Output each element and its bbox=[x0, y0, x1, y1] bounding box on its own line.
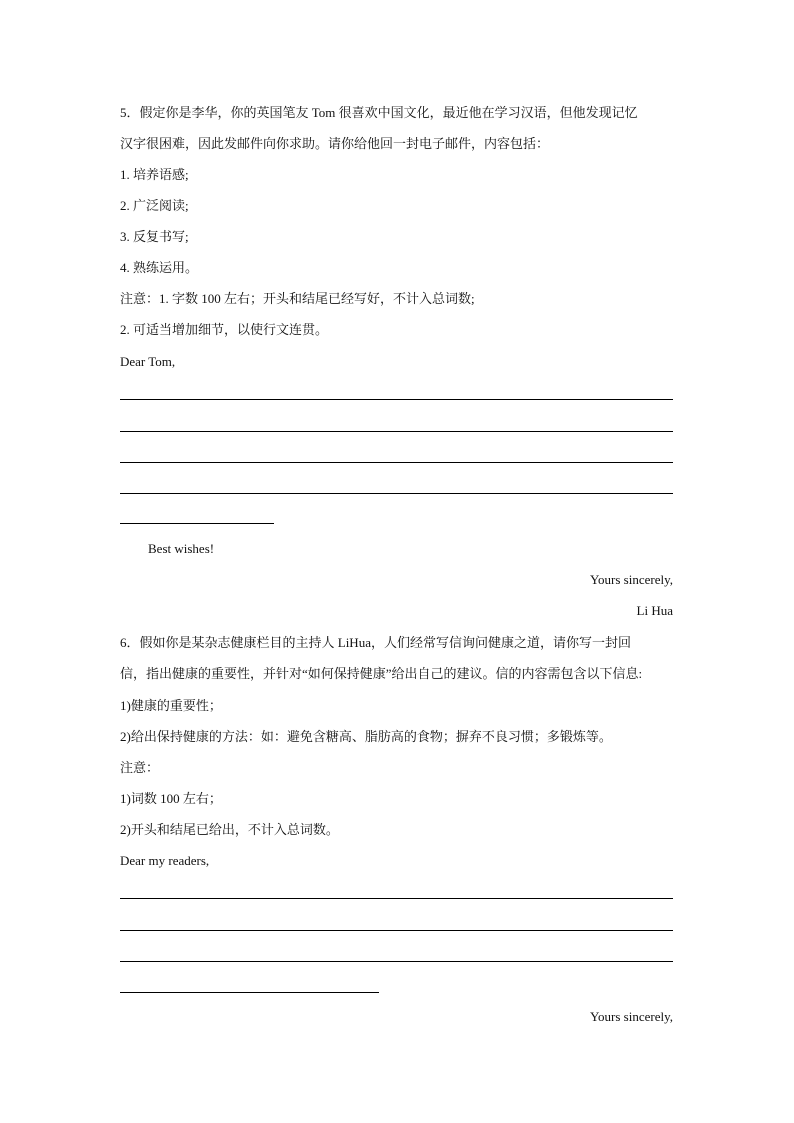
q5-prompt-line-1: 5．假定你是李华，你的英国笔友 Tom 很喜欢中国文化，最近他在学习汉语，但他发现记忆 bbox=[120, 105, 638, 120]
q5-prompt-line-2: 汉字很困难，因此发邮件向你求助。请你给他回一封电子邮件，内容包括： bbox=[120, 136, 550, 151]
q5-item-3: 3. 反复书写; bbox=[120, 229, 189, 244]
q6-prompt-line-2: 信，指出健康的重要性，并针对“如何保持健康”给出自己的建议。信的内容需包含以下信息: bbox=[120, 666, 643, 681]
q5-note-2: 2. 可适当增加细节，以使行文连贯。 bbox=[120, 322, 329, 337]
q5-answer-line-4 bbox=[120, 493, 673, 494]
q5-answer-line-2 bbox=[120, 431, 673, 432]
q5-note-1: 注意：1. 字数 100 左右；开头和结尾已经写好，不计入总词数; bbox=[120, 291, 475, 306]
q6-signoff: Yours sincerely, bbox=[589, 1009, 673, 1024]
q5-closing: Best wishes! bbox=[148, 541, 215, 556]
q5-answer-line-3 bbox=[120, 462, 673, 463]
q5-answer-line-1 bbox=[120, 399, 673, 400]
q6-item-2: 2)给出保持健康的方法：如：避免含糖高、脂肪高的食物；摒弃不良习惯；多锻炼等。 bbox=[120, 729, 612, 744]
q5-signoff: Yours sincerely, bbox=[589, 572, 673, 587]
q5-item-1: 1. 培养语感; bbox=[120, 167, 189, 182]
q5-item-4: 4. 熟练运用。 bbox=[120, 260, 199, 275]
q6-note-1: 1)词数 100 左右； bbox=[120, 791, 222, 806]
q6-item-1: 1)健康的重要性； bbox=[120, 698, 222, 713]
q5-answer-line-short bbox=[120, 523, 274, 524]
q6-answer-line-3 bbox=[120, 961, 673, 962]
q5-salutation: Dear Tom, bbox=[120, 354, 176, 369]
q6-prompt-line-1: 6．假如你是某杂志健康栏目的主持人 LiHua，人们经常写信询问健康之道，请你写一封回 bbox=[120, 635, 631, 650]
q6-note-label: 注意： bbox=[120, 760, 160, 775]
q6-note-2: 2)开头和结尾已给出，不计入总词数。 bbox=[120, 822, 339, 837]
q6-answer-line-2 bbox=[120, 930, 673, 931]
q6-answer-line-short bbox=[120, 992, 379, 993]
q6-answer-line-1 bbox=[120, 898, 673, 899]
q5-item-2: 2. 广泛阅读; bbox=[120, 198, 189, 213]
q5-signature: Li Hua bbox=[636, 603, 673, 618]
q6-salutation: Dear my readers, bbox=[120, 853, 210, 868]
